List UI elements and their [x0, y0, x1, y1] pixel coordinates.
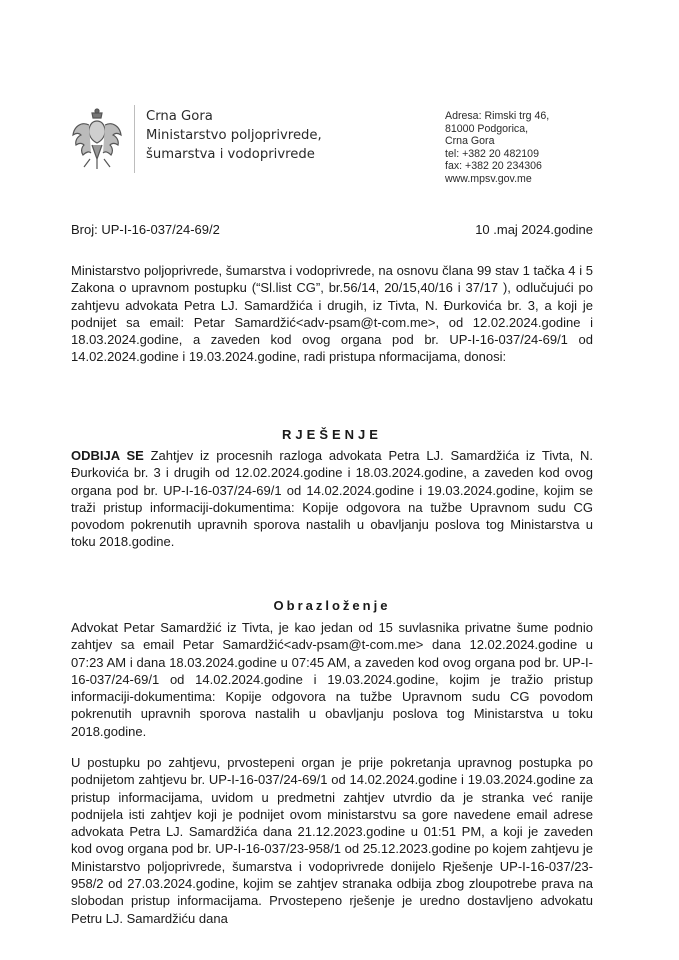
reference-number: Broj: UP-I-16-037/24-69/2: [71, 222, 220, 237]
decision-text: Zahtjev iz procesnih razloga advokata Petra LJ. Samardžića iz Tivta, N. Đurkovića br. 3 i drugih od 12.02.2024.godine i 18.03.2024.godine, a zaveden kod ovog organa pod br. UP-I-16-037/24-69/1 od 14.02.2024.godine i 19.03.2024.godine, kojim se traži pristup informaciji-dokumentima: Kopije odgovora na tužbe Upravnom sudu CG povodom pokrenutih upravnih sporova nastalih u obavljanju poslova tog Ministarstva u toku 2018.godine.: [71, 448, 593, 550]
org-ministry-line-2: šumarstva i vodoprivrede: [146, 147, 315, 162]
contact-fax: fax: +382 20 234306: [445, 160, 542, 173]
contact-website: www.mpsv.gov.me: [445, 172, 532, 185]
reasoning-title: Obrazloženje: [273, 598, 391, 613]
contact-country: Crna Gora: [445, 135, 495, 148]
decision-title: RJEŠENJE: [282, 427, 382, 442]
intro-paragraph: Ministarstvo poljoprivrede, šumarstva i vodoprivrede, na osnovu člana 99 stav 1 tačka 4 i 5 Zakona o upravnom postupku (“Sl.list CG”, br.56/14, 20/15,40/16 i 37/17 ), odlučujući po zahtjevu advokata Petra LJ. Samardžića i drugih, iz Tivta, N. Đurkovića br. 3, a koji je podnijet sa email: Petar Samardžić<adv-psam@t-com.me>, od 12.02.2024.godine i 18.03.2024.godine, a zaveden kod ovog organa pod br. UP-I-16-037/24-69/1 od 14.02.2024.godine i 19.03.2024.godine, radi pristupa nformacijama, donosi:: [71, 263, 593, 365]
reasoning-paragraph-1: Advokat Petar Samardžić iz Tivta, je kao jedan od 15 suvlasnika privatne šume podnio zahtjev sa email Petar Samardžić<adv-psam@t-com.me> dana 12.02.2024.godine u 07:23 AM i dana 18.03.2024.godine u 07:45 AM, a zaveden kod ovog organa pod br. UP-I-16-037/24-69/1 od 14.02.2024.godine i 19.03.2024.godine, kojim je tražio pristup informaciji-dokumentima: Kopije odgovora na tužbe Upravnom sudu CG povodom pokrenutih upravnih sporova nastalih u obavljanju poslova tog Ministarstva u toku 2018.godine.: [71, 620, 593, 739]
reference-line: [71, 222, 593, 237]
letterhead: [70, 103, 630, 183]
decision-lead: ODBIJA SE: [71, 448, 144, 463]
coat-of-arms-icon: [70, 107, 124, 173]
contact-city: 81000 Podgorica,: [445, 122, 529, 135]
org-country: Crna Gora: [146, 109, 213, 124]
org-ministry-line-1: Ministarstvo poljoprivrede,: [146, 128, 322, 143]
reasoning-paragraph-2: U postupku po zahtjevu, prvostepeni organ je prije pokretanja upravnog postupka po podnijetom zahtjevu br. UP-I-16-037/24-69/1 od 14.02.2024.godine i 19.03.2024.godine za pristup informacijama, uvidom u predmetni zahtjev utvrdio da je stranka već ranije podnijela isti zahtjev koji je podnijet ovom ministarstvu sa gore navedene email adrese advokata Petra LJ. Samardžića dana 21.12.2023.godine u 01:51 PM, a koji je zaveden kod ovog organa pod br. UP-I-16-037/23-958/1 od 25.12.2023.godine po kojem zahtjevu je Ministarstvo poljoprivrede, šumarstva i vodoprivrede donijelo Rješenje UP-I-16-037/23-958/2 od 27.03.2024.godine, kojim se zahtjev stranaka odbija zbog zloupotrebe prava na slobodan pristup informacijama. Prvostepeno rješenje je uredno dostavljeno advokatu Petru LJ. Samardžiću dana: [71, 755, 593, 926]
contact-phone: tel: +382 20 482109: [445, 147, 539, 160]
contact-address: Adresa: Rimski trg 46,: [445, 110, 550, 122]
organization-name: [146, 107, 322, 164]
document-date: 10 .maj 2024.godine: [475, 222, 593, 237]
contact-block: [445, 110, 549, 186]
decision-paragraph: [71, 447, 593, 551]
header-divider: [134, 105, 135, 173]
